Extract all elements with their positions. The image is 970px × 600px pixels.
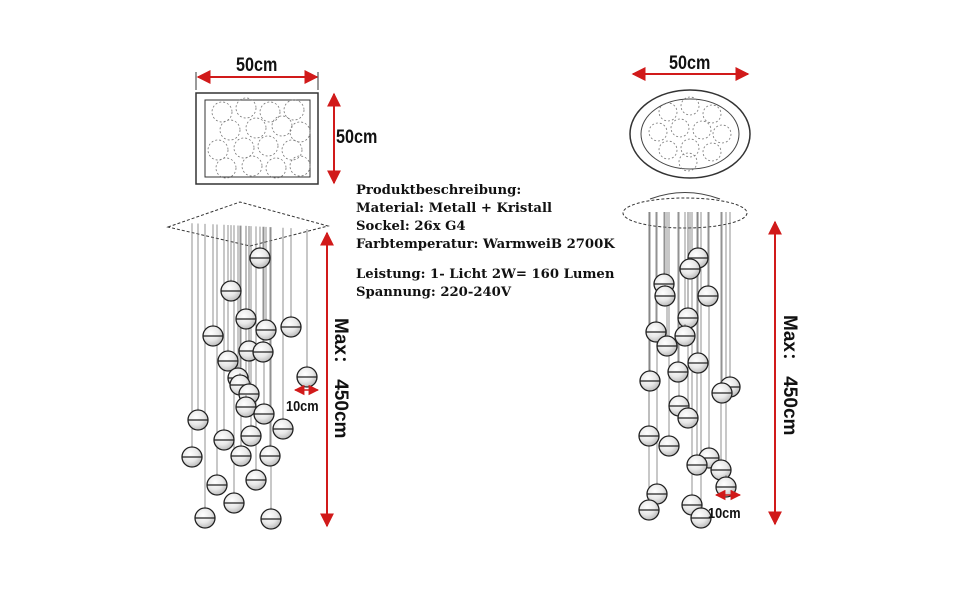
right-ball-label: 10cm [708, 505, 741, 522]
left-depth-label: 50cm [336, 127, 378, 148]
left-ball-label: 10cm [286, 398, 319, 415]
description-color-temp: Farbtemperatur: WarmweiB 2700K [356, 237, 615, 252]
description-power: Leistung: 1- Licht 2W= 160 Lumen [356, 267, 615, 282]
right-width-label: 50cm [669, 53, 711, 74]
description-heading: Produktbeschreibung: [356, 183, 522, 198]
description-socket: Sockel: 26x G4 [356, 219, 466, 234]
description-material: Material: Metall + Kristall [356, 201, 552, 216]
left-width-label: 50cm [236, 55, 278, 76]
description-voltage: Spannung: 220-240V [356, 285, 512, 300]
left-canopy-top-view [196, 93, 318, 184]
right-canopy-top-view [630, 90, 750, 178]
left-height-label: Max： 450cm [330, 318, 351, 439]
product-description [356, 182, 615, 302]
right-height-label: Max： 450cm [779, 315, 800, 436]
